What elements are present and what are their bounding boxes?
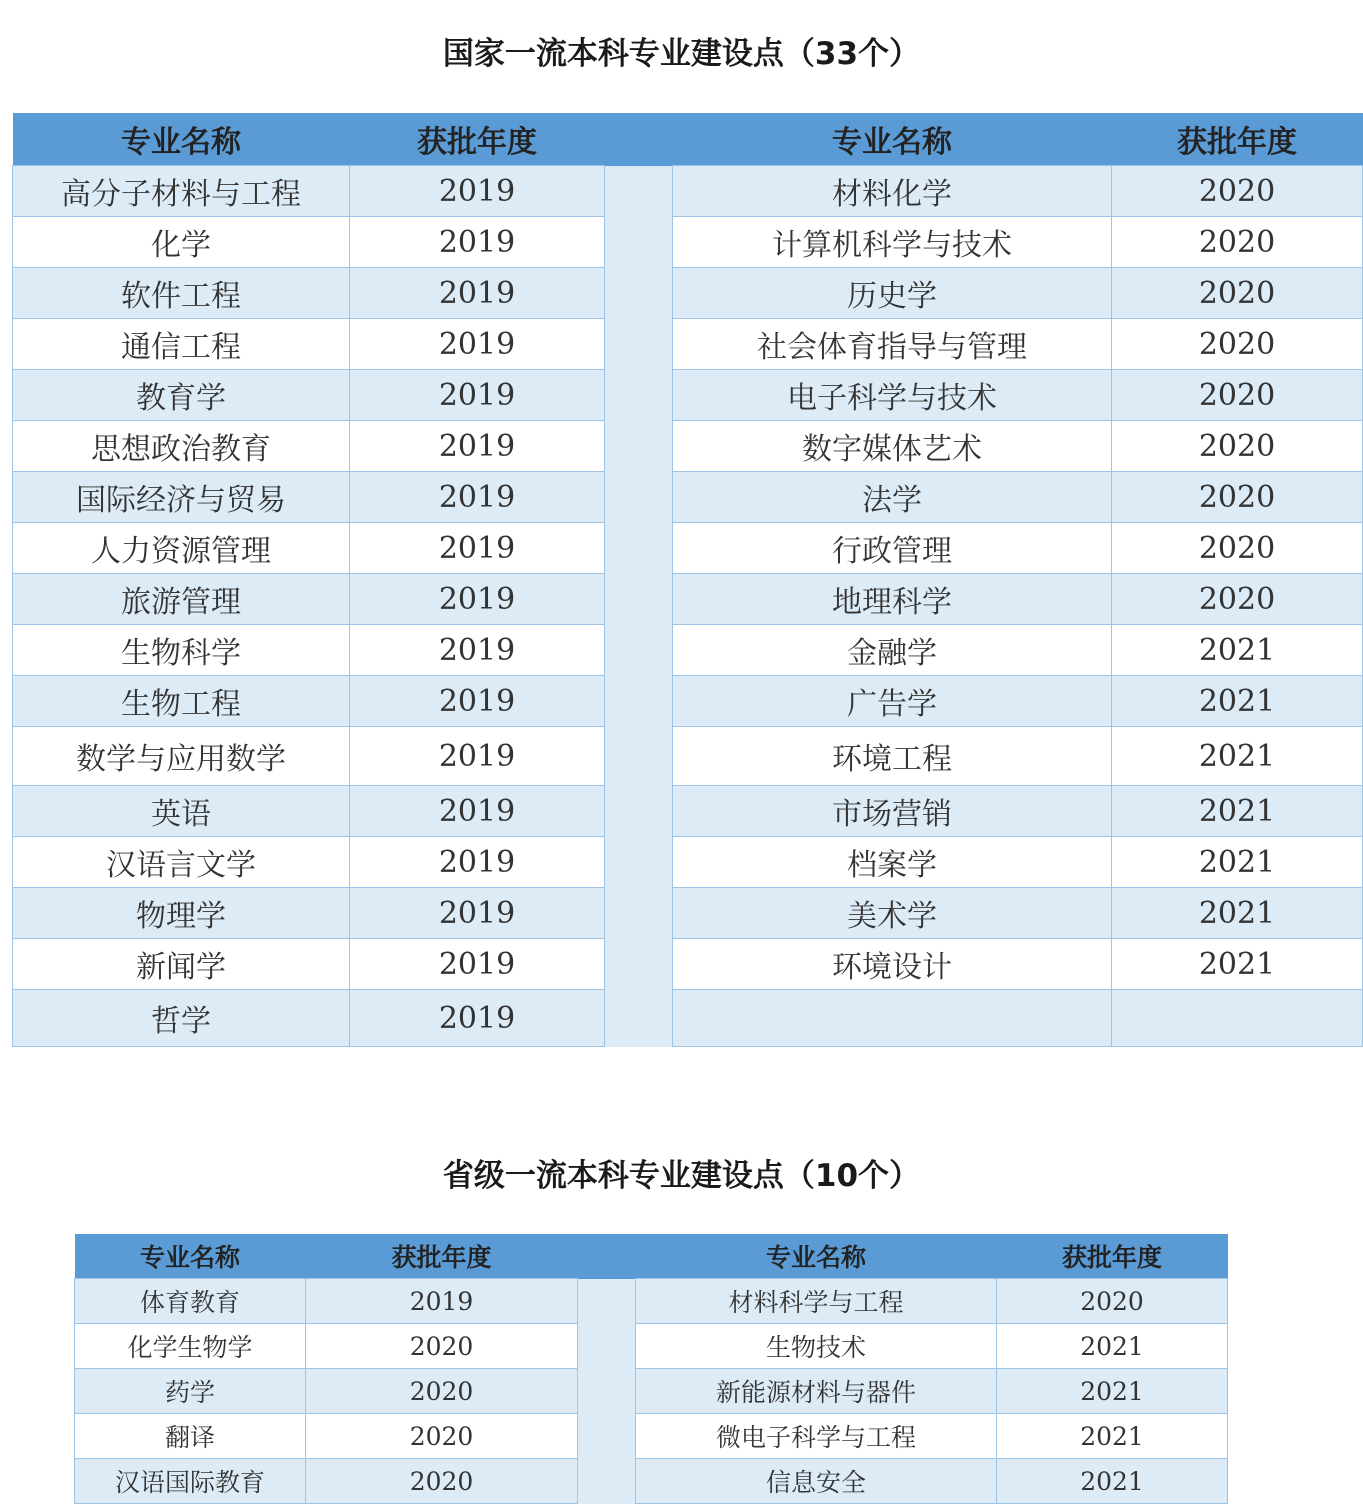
approval-year-cell: 2021 bbox=[997, 1414, 1228, 1459]
approval-year-cell: 2021 bbox=[997, 1369, 1228, 1414]
major-name-cell: 旅游管理 bbox=[13, 574, 350, 625]
major-name-cell: 新闻学 bbox=[13, 939, 350, 990]
table-row bbox=[13, 786, 1363, 837]
major-name-cell: 美术学 bbox=[673, 888, 1112, 939]
major-name-cell: 电子科学与技术 bbox=[673, 370, 1112, 421]
major-name-cell: 环境设计 bbox=[673, 939, 1112, 990]
major-name-cell: 法学 bbox=[673, 472, 1112, 523]
approval-year-cell: 2019 bbox=[350, 625, 605, 676]
major-name-cell: 环境工程 bbox=[673, 727, 1112, 786]
header-spacer bbox=[578, 1234, 636, 1279]
approval-year-cell: 2020 bbox=[1112, 166, 1363, 217]
column-spacer bbox=[605, 676, 673, 727]
major-name-cell: 汉语国际教育 bbox=[75, 1459, 306, 1504]
major-name-cell: 材料化学 bbox=[673, 166, 1112, 217]
approval-year-cell: 2020 bbox=[306, 1459, 578, 1504]
column-spacer bbox=[605, 837, 673, 888]
column-spacer bbox=[605, 939, 673, 990]
table-row bbox=[75, 1324, 1228, 1369]
column-spacer bbox=[605, 166, 673, 217]
major-name-cell: 化学生物学 bbox=[75, 1324, 306, 1369]
approval-year-cell: 2021 bbox=[1112, 786, 1363, 837]
column-spacer bbox=[578, 1414, 636, 1459]
national-majors-table bbox=[12, 113, 1363, 1047]
approval-year-cell: 2020 bbox=[1112, 574, 1363, 625]
approval-year-cell: 2021 bbox=[1112, 888, 1363, 939]
major-name-cell: 微电子科学与工程 bbox=[636, 1414, 997, 1459]
major-name-cell: 药学 bbox=[75, 1369, 306, 1414]
header-spacer bbox=[605, 113, 673, 166]
column-spacer bbox=[605, 727, 673, 786]
major-name-cell: 生物技术 bbox=[636, 1324, 997, 1369]
national-section-title: 国家一流本科专业建设点（33个） bbox=[442, 36, 921, 72]
header-approval-year: 获批年度 bbox=[306, 1234, 578, 1279]
table-row bbox=[13, 837, 1363, 888]
approval-year-cell: 2020 bbox=[1112, 421, 1363, 472]
major-name-cell: 翻译 bbox=[75, 1414, 306, 1459]
approval-year-cell: 2020 bbox=[1112, 472, 1363, 523]
table-row bbox=[75, 1279, 1228, 1324]
approval-year-cell: 2019 bbox=[350, 574, 605, 625]
column-spacer bbox=[605, 217, 673, 268]
national-table-body bbox=[13, 166, 1363, 1047]
major-name-cell: 软件工程 bbox=[13, 268, 350, 319]
table-row bbox=[13, 217, 1363, 268]
table-row bbox=[13, 625, 1363, 676]
approval-year-cell: 2019 bbox=[350, 523, 605, 574]
approval-year-cell: 2021 bbox=[1112, 727, 1363, 786]
table-row bbox=[13, 676, 1363, 727]
approval-year-cell: 2019 bbox=[350, 786, 605, 837]
table-row bbox=[13, 574, 1363, 625]
table-row bbox=[13, 990, 1363, 1047]
major-name-cell: 物理学 bbox=[13, 888, 350, 939]
table-row bbox=[75, 1414, 1228, 1459]
table-row bbox=[75, 1459, 1228, 1504]
provincial-majors-table bbox=[74, 1234, 1228, 1504]
provincial-table-body bbox=[75, 1279, 1228, 1504]
major-name-cell: 数学与应用数学 bbox=[13, 727, 350, 786]
approval-year-cell: 2019 bbox=[350, 421, 605, 472]
column-spacer bbox=[605, 625, 673, 676]
approval-year-cell: 2020 bbox=[306, 1414, 578, 1459]
column-spacer bbox=[605, 319, 673, 370]
header-approval-year: 获批年度 bbox=[350, 113, 605, 166]
major-name-cell bbox=[673, 990, 1112, 1047]
approval-year-cell: 2020 bbox=[1112, 268, 1363, 319]
approval-year-cell: 2019 bbox=[350, 166, 605, 217]
major-name-cell: 材料科学与工程 bbox=[636, 1279, 997, 1324]
major-name-cell: 计算机科学与技术 bbox=[673, 217, 1112, 268]
table-row bbox=[13, 370, 1363, 421]
major-name-cell: 市场营销 bbox=[673, 786, 1112, 837]
approval-year-cell: 2021 bbox=[1112, 837, 1363, 888]
major-name-cell: 化学 bbox=[13, 217, 350, 268]
approval-year-cell: 2019 bbox=[350, 727, 605, 786]
major-name-cell: 地理科学 bbox=[673, 574, 1112, 625]
header-major-name: 专业名称 bbox=[13, 113, 350, 166]
column-spacer bbox=[605, 421, 673, 472]
approval-year-cell: 2021 bbox=[1112, 676, 1363, 727]
header-approval-year: 获批年度 bbox=[1112, 113, 1363, 166]
column-spacer bbox=[605, 370, 673, 421]
table-row bbox=[13, 268, 1363, 319]
table-row bbox=[75, 1369, 1228, 1414]
column-spacer bbox=[605, 574, 673, 625]
major-name-cell: 新能源材料与器件 bbox=[636, 1369, 997, 1414]
major-name-cell: 哲学 bbox=[13, 990, 350, 1047]
column-spacer bbox=[605, 268, 673, 319]
table-row bbox=[13, 319, 1363, 370]
major-name-cell: 生物科学 bbox=[13, 625, 350, 676]
approval-year-cell: 2019 bbox=[350, 939, 605, 990]
table-row bbox=[13, 727, 1363, 786]
approval-year-cell: 2019 bbox=[350, 472, 605, 523]
major-name-cell: 信息安全 bbox=[636, 1459, 997, 1504]
major-name-cell: 广告学 bbox=[673, 676, 1112, 727]
provincial-section-title: 省级一流本科专业建设点（10个） bbox=[442, 1158, 921, 1194]
approval-year-cell: 2019 bbox=[350, 319, 605, 370]
table-row bbox=[13, 421, 1363, 472]
table-header-row bbox=[75, 1234, 1228, 1279]
header-major-name: 专业名称 bbox=[75, 1234, 306, 1279]
approval-year-cell: 2021 bbox=[997, 1324, 1228, 1369]
approval-year-cell bbox=[1112, 990, 1363, 1047]
table-row bbox=[13, 523, 1363, 574]
major-name-cell: 思想政治教育 bbox=[13, 421, 350, 472]
table-row bbox=[13, 888, 1363, 939]
header-major-name: 专业名称 bbox=[673, 113, 1112, 166]
approval-year-cell: 2019 bbox=[350, 217, 605, 268]
approval-year-cell: 2019 bbox=[350, 990, 605, 1047]
approval-year-cell: 2020 bbox=[1112, 370, 1363, 421]
approval-year-cell: 2019 bbox=[350, 888, 605, 939]
header-approval-year: 获批年度 bbox=[997, 1234, 1228, 1279]
approval-year-cell: 2020 bbox=[306, 1324, 578, 1369]
column-spacer bbox=[578, 1279, 636, 1324]
approval-year-cell: 2019 bbox=[350, 837, 605, 888]
approval-year-cell: 2020 bbox=[1112, 523, 1363, 574]
major-name-cell: 教育学 bbox=[13, 370, 350, 421]
approval-year-cell: 2019 bbox=[350, 370, 605, 421]
column-spacer bbox=[605, 786, 673, 837]
column-spacer bbox=[578, 1459, 636, 1504]
major-name-cell: 通信工程 bbox=[13, 319, 350, 370]
approval-year-cell: 2020 bbox=[1112, 217, 1363, 268]
column-spacer bbox=[578, 1369, 636, 1414]
approval-year-cell: 2019 bbox=[350, 676, 605, 727]
approval-year-cell: 2020 bbox=[306, 1369, 578, 1414]
table-row bbox=[13, 939, 1363, 990]
approval-year-cell: 2021 bbox=[997, 1459, 1228, 1504]
approval-year-cell: 2021 bbox=[1112, 625, 1363, 676]
column-spacer bbox=[605, 888, 673, 939]
major-name-cell: 历史学 bbox=[673, 268, 1112, 319]
major-name-cell: 体育教育 bbox=[75, 1279, 306, 1324]
major-name-cell: 数字媒体艺术 bbox=[673, 421, 1112, 472]
table-row bbox=[13, 166, 1363, 217]
approval-year-cell: 2020 bbox=[1112, 319, 1363, 370]
major-name-cell: 档案学 bbox=[673, 837, 1112, 888]
approval-year-cell: 2019 bbox=[350, 268, 605, 319]
major-name-cell: 高分子材料与工程 bbox=[13, 166, 350, 217]
major-name-cell: 行政管理 bbox=[673, 523, 1112, 574]
table-row bbox=[13, 472, 1363, 523]
column-spacer bbox=[605, 472, 673, 523]
column-spacer bbox=[605, 990, 673, 1047]
approval-year-cell: 2021 bbox=[1112, 939, 1363, 990]
major-name-cell: 社会体育指导与管理 bbox=[673, 319, 1112, 370]
major-name-cell: 国际经济与贸易 bbox=[13, 472, 350, 523]
approval-year-cell: 2019 bbox=[306, 1279, 578, 1324]
column-spacer bbox=[605, 523, 673, 574]
approval-year-cell: 2020 bbox=[997, 1279, 1228, 1324]
major-name-cell: 生物工程 bbox=[13, 676, 350, 727]
major-name-cell: 英语 bbox=[13, 786, 350, 837]
header-major-name: 专业名称 bbox=[636, 1234, 997, 1279]
major-name-cell: 金融学 bbox=[673, 625, 1112, 676]
major-name-cell: 人力资源管理 bbox=[13, 523, 350, 574]
column-spacer bbox=[578, 1324, 636, 1369]
table-header-row bbox=[13, 113, 1363, 166]
major-name-cell: 汉语言文学 bbox=[13, 837, 350, 888]
